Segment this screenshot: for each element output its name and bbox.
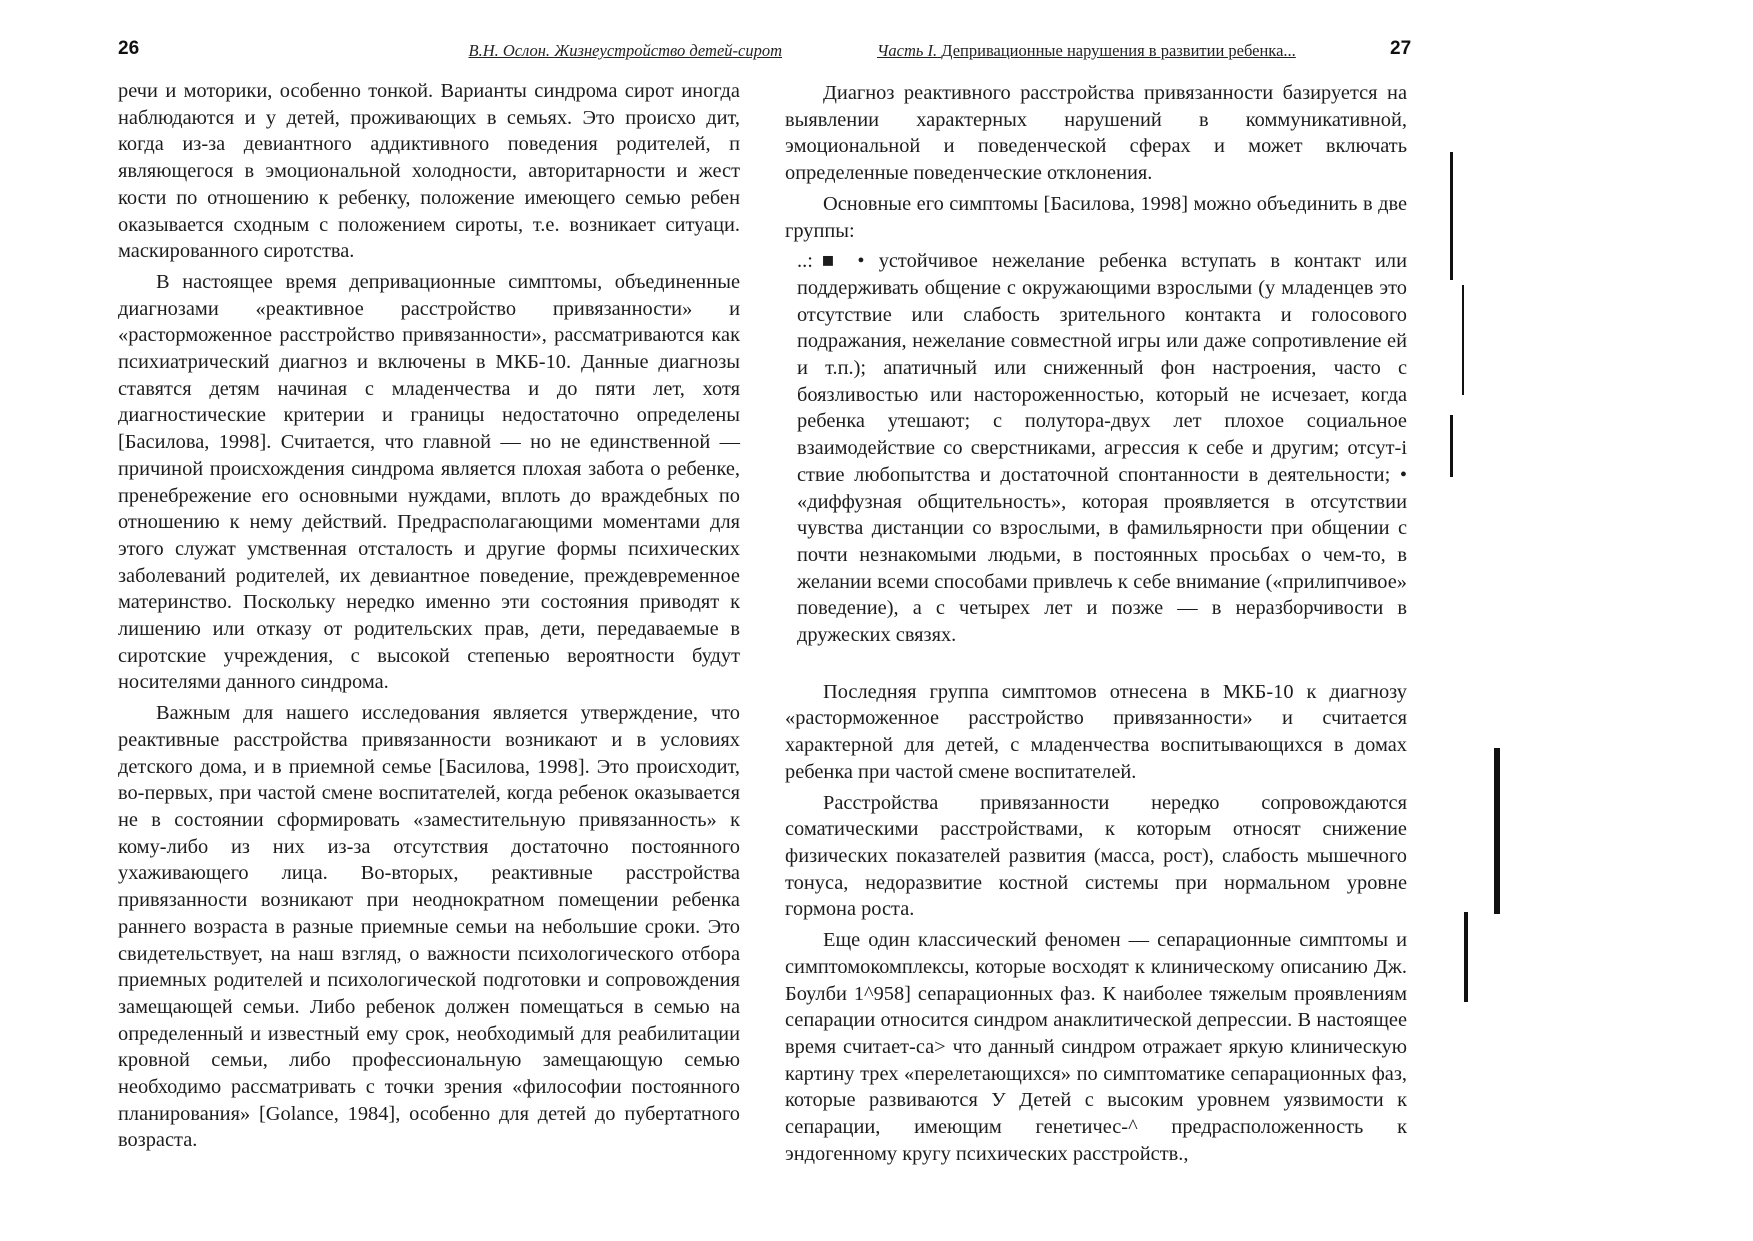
paragraph: речи и моторики, особенно тонкой. Варианты синдрома сирот иногда наблюдаются и у детей, проживающих в семьях. Это происхо дит, когда из-за девиантного аддиктивного поведения родителей, п являющегося в эмоциональной холодности, авторитарности и жест кости по отношению к ребенку, положение имеющего семью ребен оказывается сходным с положением сироты, т.е. возникает ситуаци. маскированного сиротства. [118, 80, 740, 263]
left-running-head [468, 41, 782, 61]
right-page [785, 0, 1753, 1241]
paragraph: В настоящее время депривационные симптомы, объединенные диагнозами «реактивное расстройство привязанности» и «расторможенное расстройство привязанности», рассматриваются как психиатрический диагноз и включены в МКБ-10. Данные диагнозы ставятся детям начиная с младенчества и до пяти лет, хотя диагностические критерии и границы недостаточно определены [Басилова, 1998]. Считается, что главной — но не единственной — причиной происхождения синдрома является плохая забота о ребенке, пренебрежение его основными нуждами, вплоть до враждебных по отношению к нему действий. Предрасполагающими моментами для этого служат умственная отсталость и другие формы психических заболеваний родителей, их девиантное поведение, преждевременное материнство. Поскольку нередко именно эти состояния приводят к лишению или отказу от родительских прав, дети, передаваемые в сиротские учреждения, с высокой степенью вероятности будут носителями данного синдрома. [118, 270, 740, 694]
paragraph: Расстройства привязанности нередко сопровождаются соматическими расстройствами, к которым относят снижение физических показателей развития (масса, рост), слабость мышечного тонуса, недоразвитие костной системы при нормальном уровне гормона роста. [785, 791, 1407, 921]
symptom-list-paragraph: ..:■ • устойчивое нежелание ребенка вступать в контакт или поддерживать общение с окружающими взрослыми (у младенцев это отсутствие или слабость зрительного контакта и голосового подражания, нежелание совместной игры или даже сопротивление ей и т.п.); апатичный или сниженный фон настроения, часто с боязливостью или настороженностью, который не исчезает, когда ребенка утешают; с полутора-двух лет плохое социальное взаимодействие со сверстниками, агрессия к себе и другим; отсут-і ствие любопытства и достаточной спонтанности в деятельности; • «диффузная общительность», которая проявляется в отсутствии чувства дистанции со взрослыми, в фамильярности при общении с почти незнакомыми людьми, в постоянных просьбах о чем-то, в желании всеми способами привлечь к себе внимание («прилипчивое» поведение), а с четырех лет и позже — в неразборчивости в дружеских связях. [797, 250, 1407, 647]
paragraph: Основные его симптомы [Басилова, 1998] можно объединить в две группы: [785, 192, 1407, 242]
right-page-number: 27 [1390, 38, 1412, 59]
paragraph: Еще один классический феномен — сепарационные симптомы и симптомокомплексы, которые восходят к клиническому описанию Дж. Боулби 1^958] сепарационных фаз. К наиболее тяжелым проявлениям сепарации относится синдром анаклитической депрессии. В настоящее время считает-са> что данный синдром отражает яркую клиническую картину трех «перелетающихся» по симптоматике сепарационных фаз, которые развиваются У Детей с высоким уровнем уязвимости к сепарации, имеющим генетичес-^ предрасположенность к эндогенному кругу психических расстройств., [785, 929, 1407, 1165]
left-page-number: 26 [118, 38, 140, 59]
running-head-title: Жизнеустройство детей-сирот [554, 41, 782, 60]
paragraph: Важным для нашего исследования является утверждение, что реактивные расстройства привязанности возникают и в условиях детского дома, и в приемной семье [Басилова, 1998]. Это происходит, во-первых, при частой смене воспитателей, когда ребенок оказывается не в состоянии сформировать «заместительную привязанность» к кому-либо из них из-за отсутствия достаточно постоянного ухаживающего лица. Во-вторых, реактивные расстройства привязанности возникают при неоднократном помещении ребенка раннего возраста в разные приемные семьи на небольшие сроки. Это свидетельствует, на наш взгляд, о важности психологического отбора приемных родителей и психологической подготовки и сопровождения замещающей семьи. Либо ребенок должен помещаться в семью на определенный и известный ему срок, необходимый для реабилитации кровной семьи, либо профессиональную замещающую семью необходимо рассматривать с точки зрения «философии постоянного планирования» [Golance, 1984], особенно для детей до пубертатного возраста. [118, 702, 740, 1152]
paragraph: Диагноз реактивного расстройства привязанности базируется на выявлении характерных нарушений в коммуникативной, эмоциональной и поведенческой сферах и может включать определенные поведенческие отклонения. [785, 82, 1407, 185]
scan-margin-mark [1450, 415, 1453, 477]
scan-margin-mark [1450, 152, 1453, 280]
left-text-column [118, 78, 740, 1154]
scan-margin-mark [1464, 912, 1468, 1002]
paragraph: Последняя группа симптомов отнесена в МКБ-10 к диагнозу «расторможенное расстройство привязанности» и считается характерной для детей, с младенчества воспитывающихся в домах ребенка при частой смене воспитателей. [785, 680, 1407, 783]
scan-margin-mark [1462, 285, 1464, 395]
running-head-title: Депривационные нарушения в развитии ребенка... [941, 41, 1296, 60]
running-head-part: Часть I. [877, 41, 938, 60]
right-text-column [785, 80, 1407, 1167]
right-running-head [877, 41, 1296, 61]
scan-margin-mark [1494, 748, 1500, 914]
running-head-author: В.Н. Ослон. [468, 41, 551, 60]
